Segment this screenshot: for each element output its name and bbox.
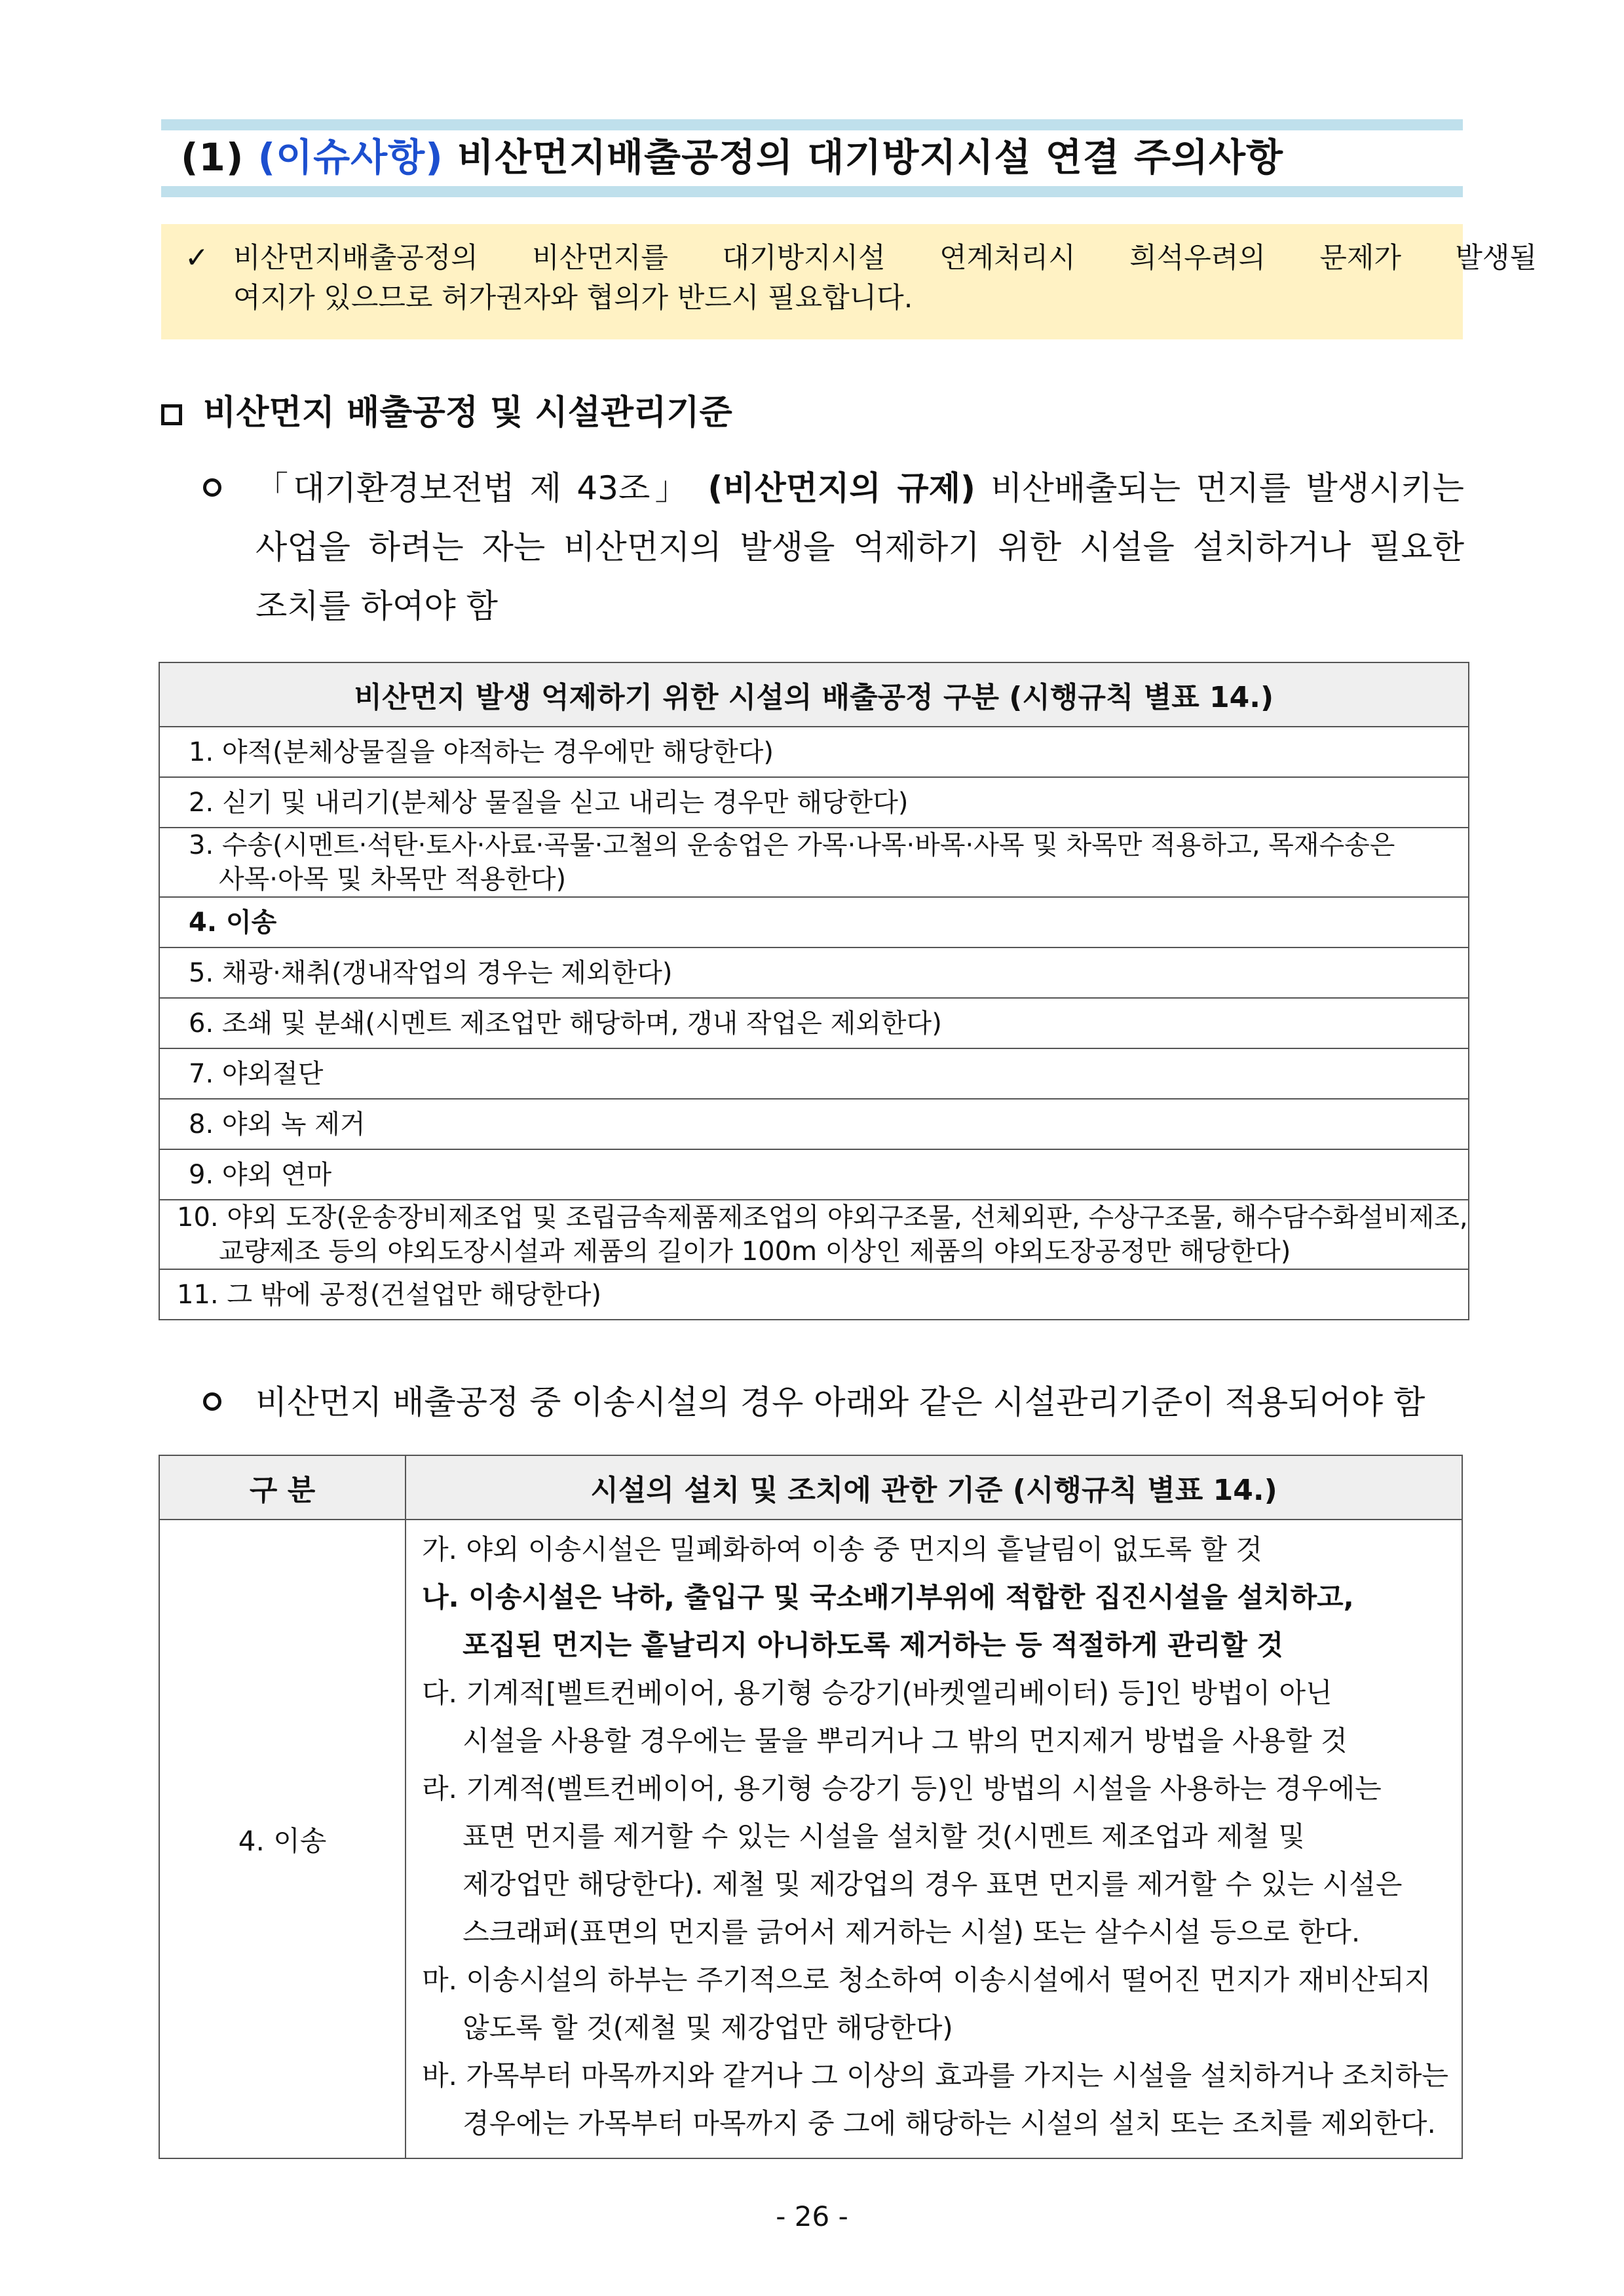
heading-text: 비산먼지 배출공정 및 시설관리기준	[203, 393, 732, 432]
criteria-line: 가. 야외 이송시설은 밀폐화하여 이송 중 먼지의 흩날림이 없도록 할 것	[422, 1533, 1262, 1565]
process-item	[159, 1149, 1469, 1200]
table-row	[159, 777, 1469, 828]
criteria-line: 경우에는 가목부터 마목까지 중 그에 해당하는 시설의 설치 또는 조치를 제외한다.	[463, 2107, 1436, 2139]
process-item	[159, 998, 1469, 1048]
process-item-continuation: 교량제조 등의 야외도장시설과 제품의 길이가 100m 이상인 제품의 야외도장공정만 해당한다)	[219, 1236, 1291, 1267]
table-row	[159, 828, 1469, 897]
standards-table	[159, 1455, 1463, 2159]
table-row	[159, 1520, 1462, 2158]
process-item	[159, 1048, 1469, 1099]
page-number: - 26 -	[776, 2200, 848, 2232]
criteria-cell	[406, 1520, 1462, 2158]
criteria-line: 스크래퍼(표면의 먼지를 긁어서 제거하는 시설) 또는 살수시설 등으로 한다.	[463, 1916, 1361, 1948]
standards-col-criteria: 시설의 설치 및 조치에 관한 기준 (시행규칙 별표 14.)	[406, 1455, 1462, 1520]
process-item-text: 4. 이송	[189, 907, 277, 938]
process-table-header: 비산먼지 발생 억제하기 위한 시설의 배출공정 구분 (시행규칙 별표 14.)	[159, 662, 1469, 727]
process-item-text: 9. 야외 연마	[189, 1159, 332, 1190]
criteria-line: 표면 먼지를 제거할 수 있는 시설을 설치할 것(시멘트 제조업과 제철 및	[463, 1820, 1306, 1852]
process-item-text: 1. 야적(분체상물질을 야적하는 경우에만 해당한다)	[189, 737, 774, 767]
process-item-text: 7. 야외절단	[189, 1058, 324, 1089]
process-item	[159, 1269, 1469, 1320]
criteria-line: 않도록 할 것(제철 및 제강업만 해당한다)	[463, 2012, 953, 2044]
criteria-line: 시설을 사용할 경우에는 물을 뿌리거나 그 밖의 먼지제거 방법을 사용할 것	[463, 1725, 1348, 1757]
section-heading	[161, 387, 732, 439]
process-item	[159, 727, 1469, 777]
process-item-continuation: 사목·아목 및 차목만 적용한다)	[219, 864, 567, 894]
notice-line-2: 여지가 있으므로 허가권자와 협의가 반드시 필요합니다.	[233, 282, 913, 315]
process-item	[159, 947, 1469, 998]
standards-col-category: 구 분	[159, 1455, 406, 1520]
table-row	[159, 998, 1469, 1048]
process-item-text: 5. 채광·채취(갱내작업의 경우는 제외한다)	[189, 957, 673, 988]
process-item	[159, 828, 1469, 897]
process-item	[159, 897, 1469, 947]
criteria-line: 마. 이송시설의 하부는 주기적으로 청소하여 이송시설에서 떨어진 먼지가 재비산되지	[422, 1964, 1431, 1996]
notice-line-1: 비산먼지배출공정의 비산먼지를 대기방지시설 연계처리시 희석우려의 문제가 발생될	[233, 242, 1537, 275]
process-item-text: 3. 수송(시멘트·석탄·토사·사료·곡물·고철의 운송업은 가목·나목·바목·사목 및 차목만 적용하고, 목재수송은	[189, 830, 1395, 860]
circle-bullet-icon	[203, 1392, 221, 1411]
criteria-line: 바. 가목부터 마목까지와 같거나 그 이상의 효과를 가지는 시설을 설치하거나 조치하는	[422, 2059, 1448, 2092]
process-table-body	[159, 727, 1469, 1320]
section-title-text: 비산먼지배출공정의 대기방지시설 연결 주의사항	[457, 135, 1284, 180]
category-cell: 4. 이송	[159, 1520, 406, 2158]
conveyance-paragraph-text: 비산먼지 배출공정 중 이송시설의 경우 아래와 같은 시설관리기준이 적용되어야 함	[255, 1383, 1426, 1421]
paragraph-line-2: 사업을 하려는 자는 비산먼지의 발생을 억제하기 위한 시설을 설치하거나 필요한	[255, 528, 1464, 566]
criteria-line: 다. 기계적[벨트컨베이어, 용기형 승강기(바켓엘리베이터) 등]인 방법이 아닌	[422, 1677, 1332, 1709]
process-item	[159, 1200, 1469, 1269]
section-title	[181, 131, 1283, 183]
process-table	[159, 662, 1469, 1320]
circle-bullet-icon	[203, 478, 221, 497]
law-reference: 「대기환경보전법 제 43조」	[255, 469, 693, 507]
process-item-text: 2. 싣기 및 내리기(분체상 물질을 싣고 내리는 경우만 해당한다)	[189, 787, 909, 818]
title-rule-bottom	[161, 186, 1463, 197]
criteria-line: 제강업만 해당한다). 제철 및 제강업의 경우 표면 먼지를 제거할 수 있는 시설은	[463, 1868, 1403, 1900]
process-item-text: 6. 조쇄 및 분쇄(시멘트 제조업만 해당하며, 갱내 작업은 제외한다)	[189, 1008, 942, 1039]
table-row	[159, 897, 1469, 947]
title-rule-top	[161, 119, 1463, 130]
section-number: (1)	[181, 135, 244, 180]
process-item-text: 11. 그 밖에 공정(건설업만 해당한다)	[177, 1279, 602, 1310]
process-item	[159, 1099, 1469, 1149]
notice-box	[161, 224, 1537, 339]
paragraph-line-3: 조치를 하여야 함	[255, 587, 498, 625]
square-bullet-icon	[161, 404, 182, 425]
table-row	[159, 1200, 1469, 1269]
criteria-line: 나. 이송시설은 낙하, 출입구 및 국소배기부위에 적합한 집진시설을 설치하고,	[422, 1581, 1354, 1613]
table-row	[159, 1048, 1469, 1099]
notice-text	[233, 239, 1596, 318]
process-item-text: 8. 야외 녹 제거	[189, 1109, 366, 1139]
table-row	[159, 1099, 1469, 1149]
criteria-line: 포집된 먼지는 흩날리지 아니하도록 제거하는 등 적절하게 관리할 것	[463, 1629, 1284, 1661]
law-title: (비산먼지의 규제)	[708, 469, 975, 507]
table-row	[159, 947, 1469, 998]
process-item	[159, 777, 1469, 828]
paragraph-line-1-rest: 비산배출되는 먼지를 발생시키는	[991, 469, 1464, 507]
table-row	[159, 727, 1469, 777]
process-item-text: 10. 야외 도장(운송장비제조업 및 조립금속제품제조업의 야외구조물, 선체외판, 수상구조물, 해수담수화설비제조,	[177, 1202, 1468, 1233]
criteria-line: 라. 기계적(벨트컨베이어, 용기형 승강기 등)인 방법의 시설을 사용하는 경우에는	[422, 1772, 1382, 1805]
table-row	[159, 1149, 1469, 1200]
paragraph-line-1	[255, 459, 1464, 518]
check-icon: ✓	[185, 241, 209, 275]
section-tag: (이슈사항)	[257, 135, 444, 180]
table-row	[159, 1269, 1469, 1320]
